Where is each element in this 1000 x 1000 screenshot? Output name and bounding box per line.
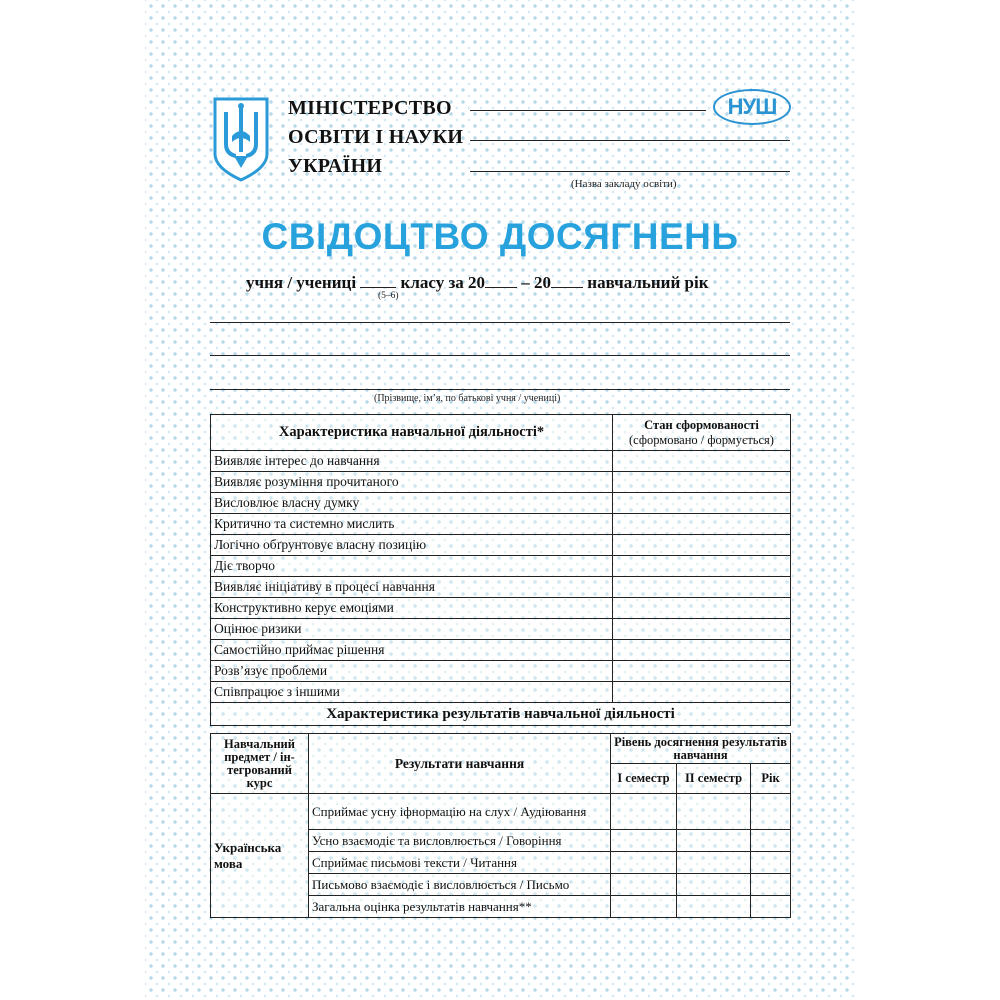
semester-1-header: І семестр	[611, 764, 677, 794]
semester-1-cell[interactable]	[611, 830, 677, 852]
ministry-name	[288, 94, 463, 181]
activity-header-right	[613, 415, 791, 451]
activity-label: Оцінює ризики	[211, 619, 613, 640]
year-cell[interactable]	[751, 874, 791, 896]
name-line-3	[210, 389, 790, 390]
year-prefix-1: 20	[468, 273, 486, 292]
institution-line-1	[470, 110, 706, 111]
formation-cell[interactable]	[613, 577, 791, 598]
semester-2-cell[interactable]	[677, 896, 751, 918]
year-blank-1	[485, 275, 517, 288]
formation-subtitle: (сформовано / формується)	[629, 432, 774, 447]
activity-header-row	[211, 415, 791, 451]
name-caption: (Прізвище, ім’я, по батькові учня / учениці)	[374, 393, 561, 404]
year-cell[interactable]	[751, 794, 791, 830]
nush-logo: НУШ	[713, 89, 791, 125]
formation-cell[interactable]	[613, 514, 791, 535]
semester-1-cell[interactable]	[611, 852, 677, 874]
formation-title: Стан сформованості	[644, 417, 759, 432]
table-row	[211, 794, 791, 830]
activity-label: Виявляє інтерес до навчання	[211, 451, 613, 472]
formation-cell[interactable]	[613, 472, 791, 493]
year-separator: – 20	[521, 273, 552, 292]
formation-cell[interactable]	[613, 640, 791, 661]
activity-label: Логічно обґрунтовує власну позицію	[211, 535, 613, 556]
table-row	[211, 535, 791, 556]
activity-label: Конструктивно керує емоціями	[211, 598, 613, 619]
semester-1-cell[interactable]	[611, 896, 677, 918]
level-header: Рівень досягнення результатів навчання	[611, 734, 791, 764]
table-row	[211, 598, 791, 619]
results-header-row-1	[211, 734, 791, 764]
result-label: Загальна оцінка результатів навчання**	[309, 896, 611, 918]
activity-label: Виявляє ініціативу в процесі навчання	[211, 577, 613, 598]
semester-2-cell[interactable]	[677, 874, 751, 896]
activity-header-left: Характеристика навчальної діяльності*	[211, 415, 613, 451]
formation-cell[interactable]	[613, 535, 791, 556]
formation-cell[interactable]	[613, 682, 791, 703]
activity-table	[210, 414, 791, 726]
year-blank-2	[551, 275, 583, 288]
year-header: Рік	[751, 764, 791, 794]
activity-label: Критично та системно мислить	[211, 514, 613, 535]
table-row	[211, 661, 791, 682]
results-header: Результати навчання	[309, 734, 611, 794]
semester-1-cell[interactable]	[611, 794, 677, 830]
activity-label: Самостійно приймає рішення	[211, 640, 613, 661]
ministry-line-3: УКРАЇНИ	[288, 155, 383, 177]
result-label: Письмово взаємодіє і висловлюється / Письмо	[309, 874, 611, 896]
table-row	[211, 556, 791, 577]
formation-cell[interactable]	[613, 598, 791, 619]
formation-cell[interactable]	[613, 493, 791, 514]
table-row	[211, 493, 791, 514]
subject-cell: Українська мова	[211, 794, 309, 918]
result-label: Сприймає усну іфнормацію на слух / Аудіювання	[309, 794, 611, 830]
table-row	[211, 514, 791, 535]
formation-cell[interactable]	[613, 619, 791, 640]
institution-line-3	[470, 171, 790, 172]
ministry-line-2: ОСВІТИ І НАУКИ	[288, 126, 464, 148]
table-row	[211, 640, 791, 661]
class-blank	[360, 275, 396, 288]
name-line-2	[210, 355, 790, 356]
activity-label: Висловлює власну думку	[211, 493, 613, 514]
year-cell[interactable]	[751, 896, 791, 918]
year-cell[interactable]	[751, 830, 791, 852]
subtitle	[246, 273, 709, 293]
subtitle-student: учня / учениці	[246, 273, 357, 292]
formation-cell[interactable]	[613, 661, 791, 682]
activity-label: Виявляє розуміння прочитаного	[211, 472, 613, 493]
semester-2-header: ІІ семестр	[677, 764, 751, 794]
subtitle-class: класу за	[400, 273, 464, 292]
result-label: Усно взаємодіє та висловлюється / Говоріння	[309, 830, 611, 852]
semester-2-cell[interactable]	[677, 794, 751, 830]
results-section-row	[211, 703, 791, 726]
table-row	[211, 577, 791, 598]
table-row	[211, 451, 791, 472]
results-table	[210, 733, 791, 918]
subtitle-year: навчальний рік	[587, 273, 709, 292]
table-row	[211, 619, 791, 640]
institution-line-2	[470, 140, 790, 141]
year-cell[interactable]	[751, 852, 791, 874]
trident-coat-of-arms-icon	[212, 96, 270, 182]
institution-caption: (Назва закладу освіти)	[571, 178, 677, 190]
result-label: Сприймає письмові тексти / Читання	[309, 852, 611, 874]
activity-label: Діє творчо	[211, 556, 613, 577]
activity-label: Розв’язує проблеми	[211, 661, 613, 682]
activity-label: Співпрацює з іншими	[211, 682, 613, 703]
table-row	[211, 682, 791, 703]
ministry-line-1: МІНІСТЕРСТВО	[288, 97, 452, 119]
document-title: СВІДОЦТВО ДОСЯГНЕНЬ	[261, 216, 739, 257]
name-line-1	[210, 322, 790, 323]
semester-1-cell[interactable]	[611, 874, 677, 896]
formation-cell[interactable]	[613, 556, 791, 577]
results-section-title: Характеристика результатів навчальної діяльності	[211, 703, 791, 726]
table-row	[211, 472, 791, 493]
class-hint: (5–6)	[378, 291, 399, 301]
formation-cell[interactable]	[613, 451, 791, 472]
semester-2-cell[interactable]	[677, 852, 751, 874]
semester-2-cell[interactable]	[677, 830, 751, 852]
subject-header: Навчальний предмет / ін-тегрований курс	[211, 734, 309, 794]
